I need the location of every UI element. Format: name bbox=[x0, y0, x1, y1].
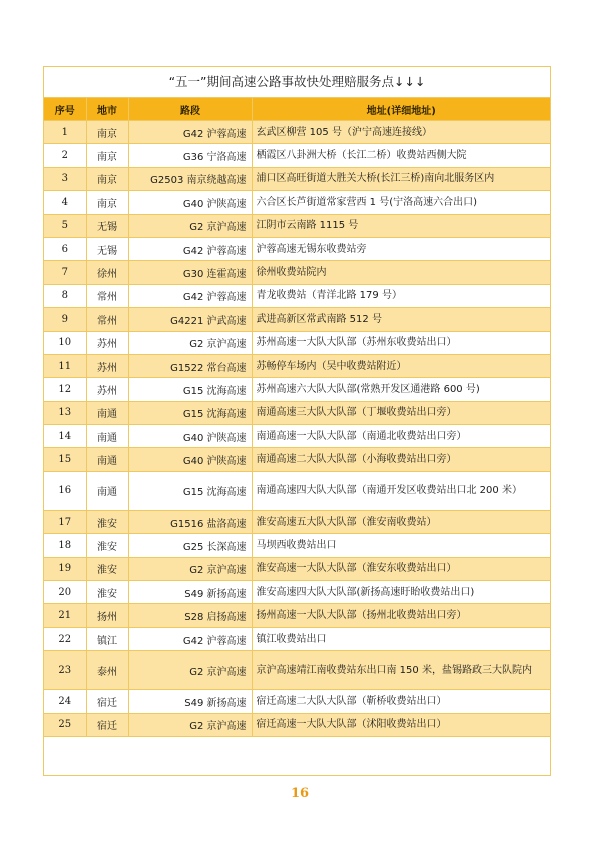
row-address: 马坝西收费站出口 bbox=[252, 534, 550, 557]
row-road: S49 新扬高速 bbox=[128, 581, 252, 604]
row-city: 南京 bbox=[86, 144, 128, 167]
row-address: 栖霞区八卦洲大桥（长江二桥）收费站西侧大院 bbox=[252, 144, 550, 167]
row-city: 无锡 bbox=[86, 214, 128, 237]
row-city: 苏州 bbox=[86, 354, 128, 377]
header-city: 地市 bbox=[86, 98, 128, 121]
row-index: 10 bbox=[44, 331, 86, 354]
table-row bbox=[44, 261, 550, 284]
table-row bbox=[44, 144, 550, 167]
row-city: 南京 bbox=[86, 167, 128, 190]
row-address: 沪蓉高速无锡东收费站旁 bbox=[252, 237, 550, 260]
row-address: 宿迁高速二大队大队部（靳桥收费站出口） bbox=[252, 690, 550, 713]
row-road: G1516 盐洛高速 bbox=[128, 510, 252, 533]
row-address: 京沪高速靖江南收费站东出口南 150 米，盐锡路政三大队院内 bbox=[252, 651, 550, 690]
row-address: 淮安高速五大队大队部（淮安南收费站） bbox=[252, 510, 550, 533]
row-address: 扬州高速一大队大队部（扬州北收费站出口旁） bbox=[252, 604, 550, 627]
row-road: G40 沪陕高速 bbox=[128, 191, 252, 214]
row-address: 南通高速四大队大队部（南通开发区收费站出口北 200 米） bbox=[252, 471, 550, 510]
row-address: 宿迁高速一大队大队部（沭阳收费站出口） bbox=[252, 713, 550, 736]
row-address: 南通高速一大队大队部（南通北收费站出口旁） bbox=[252, 425, 550, 448]
table-row bbox=[44, 331, 550, 354]
row-address: 青龙收费站（青洋北路 179 号） bbox=[252, 284, 550, 307]
row-road: G42 沪蓉高速 bbox=[128, 237, 252, 260]
row-index: 15 bbox=[44, 448, 86, 471]
table-row bbox=[44, 401, 550, 424]
row-address: 玄武区柳营 105 号（沪宁高速连接线） bbox=[252, 121, 550, 144]
row-road: G15 沈海高速 bbox=[128, 378, 252, 401]
table-row bbox=[44, 284, 550, 307]
row-city: 南京 bbox=[86, 191, 128, 214]
row-city: 南通 bbox=[86, 471, 128, 510]
row-index: 8 bbox=[44, 284, 86, 307]
table-row bbox=[44, 448, 550, 471]
row-road: G42 沪蓉高速 bbox=[128, 284, 252, 307]
row-city: 徐州 bbox=[86, 261, 128, 284]
row-road: G1522 常台高速 bbox=[128, 354, 252, 377]
row-city: 常州 bbox=[86, 284, 128, 307]
row-road: G2503 南京绕越高速 bbox=[128, 167, 252, 190]
row-city: 宿迁 bbox=[86, 690, 128, 713]
table-row bbox=[44, 604, 550, 627]
table-row bbox=[44, 627, 550, 650]
row-address: 苏州高速一大队大队部（苏州东收费站出口） bbox=[252, 331, 550, 354]
row-road: G40 沪陕高速 bbox=[128, 448, 252, 471]
row-road: S28 启扬高速 bbox=[128, 604, 252, 627]
table-row bbox=[44, 425, 550, 448]
table-body bbox=[44, 121, 550, 737]
row-road: G4221 沪武高速 bbox=[128, 308, 252, 331]
row-index: 16 bbox=[44, 471, 86, 510]
table-row bbox=[44, 214, 550, 237]
row-city: 宿迁 bbox=[86, 713, 128, 736]
row-road: G30 连霍高速 bbox=[128, 261, 252, 284]
row-city: 南京 bbox=[86, 121, 128, 144]
row-index: 18 bbox=[44, 534, 86, 557]
row-road: G2 京沪高速 bbox=[128, 331, 252, 354]
row-address: 六合区长芦街道常家营西 1 号(宁洛高速六合出口) bbox=[252, 191, 550, 214]
row-road: G15 沈海高速 bbox=[128, 401, 252, 424]
row-city: 镇江 bbox=[86, 627, 128, 650]
table-row bbox=[44, 557, 550, 580]
table-row bbox=[44, 308, 550, 331]
header-index: 序号 bbox=[44, 98, 86, 121]
row-address: 镇江收费站出口 bbox=[252, 627, 550, 650]
page-number: 16 bbox=[290, 786, 310, 801]
row-address: 苏州高速六大队大队部(常熟开发区通港路 600 号) bbox=[252, 378, 550, 401]
row-city: 扬州 bbox=[86, 604, 128, 627]
table-title: “五一”期间高速公路事故快处理赔服务点↓↓↓ bbox=[44, 67, 550, 98]
row-city: 泰州 bbox=[86, 651, 128, 690]
table-row bbox=[44, 237, 550, 260]
table-row bbox=[44, 581, 550, 604]
row-index: 19 bbox=[44, 557, 86, 580]
table-row bbox=[44, 167, 550, 190]
row-city: 南通 bbox=[86, 401, 128, 424]
table-row bbox=[44, 713, 550, 736]
row-index: 11 bbox=[44, 354, 86, 377]
table-row bbox=[44, 690, 550, 713]
row-index: 23 bbox=[44, 651, 86, 690]
row-index: 7 bbox=[44, 261, 86, 284]
row-index: 14 bbox=[44, 425, 86, 448]
row-index: 2 bbox=[44, 144, 86, 167]
row-address: 武进高新区常武南路 512 号 bbox=[252, 308, 550, 331]
row-road: G2 京沪高速 bbox=[128, 214, 252, 237]
row-index: 12 bbox=[44, 378, 86, 401]
row-city: 淮安 bbox=[86, 581, 128, 604]
table-row bbox=[44, 471, 550, 510]
row-road: G2 京沪高速 bbox=[128, 713, 252, 736]
row-city: 淮安 bbox=[86, 510, 128, 533]
row-address: 南通高速二大队大队部（小海收费站出口旁） bbox=[252, 448, 550, 471]
service-points-table-frame bbox=[43, 66, 551, 776]
row-address: 徐州收费站院内 bbox=[252, 261, 550, 284]
row-road: G2 京沪高速 bbox=[128, 557, 252, 580]
row-index: 4 bbox=[44, 191, 86, 214]
row-road: G42 沪蓉高速 bbox=[128, 121, 252, 144]
table-row bbox=[44, 354, 550, 377]
table-row bbox=[44, 534, 550, 557]
table-row bbox=[44, 651, 550, 690]
row-address: 淮安高速一大队大队部（淮安东收费站出口） bbox=[252, 557, 550, 580]
row-index: 25 bbox=[44, 713, 86, 736]
row-index: 6 bbox=[44, 237, 86, 260]
table-row bbox=[44, 378, 550, 401]
row-index: 5 bbox=[44, 214, 86, 237]
row-address: 南通高速三大队大队部（丁堰收费站出口旁） bbox=[252, 401, 550, 424]
header-road: 路段 bbox=[128, 98, 252, 121]
table-row bbox=[44, 510, 550, 533]
row-index: 3 bbox=[44, 167, 86, 190]
row-address: 江阴市云南路 1115 号 bbox=[252, 214, 550, 237]
row-city: 常州 bbox=[86, 308, 128, 331]
row-index: 17 bbox=[44, 510, 86, 533]
table-header-row bbox=[44, 98, 550, 121]
row-index: 22 bbox=[44, 627, 86, 650]
row-road: G2 京沪高速 bbox=[128, 651, 252, 690]
row-address: 淮安高速四大队大队部(新扬高速盱眙收费站出口) bbox=[252, 581, 550, 604]
row-road: G36 宁洛高速 bbox=[128, 144, 252, 167]
row-index: 9 bbox=[44, 308, 86, 331]
row-city: 苏州 bbox=[86, 331, 128, 354]
row-address: 浦口区高旺街道大胜关大桥(长江三桥)南向北服务区内 bbox=[252, 167, 550, 190]
row-city: 淮安 bbox=[86, 557, 128, 580]
row-road: G25 长深高速 bbox=[128, 534, 252, 557]
row-city: 南通 bbox=[86, 425, 128, 448]
row-city: 南通 bbox=[86, 448, 128, 471]
row-city: 淮安 bbox=[86, 534, 128, 557]
row-road: G42 沪蓉高速 bbox=[128, 627, 252, 650]
table-row bbox=[44, 121, 550, 144]
row-address: 苏畅停车场内（吴中收费站附近） bbox=[252, 354, 550, 377]
header-address: 地址(详细地址) bbox=[252, 98, 550, 121]
row-index: 24 bbox=[44, 690, 86, 713]
row-road: G15 沈海高速 bbox=[128, 471, 252, 510]
row-index: 13 bbox=[44, 401, 86, 424]
table-row bbox=[44, 191, 550, 214]
row-road: S49 新扬高速 bbox=[128, 690, 252, 713]
row-city: 无锡 bbox=[86, 237, 128, 260]
row-index: 1 bbox=[44, 121, 86, 144]
row-index: 20 bbox=[44, 581, 86, 604]
row-road: G40 沪陕高速 bbox=[128, 425, 252, 448]
service-points-table bbox=[44, 98, 550, 737]
row-index: 21 bbox=[44, 604, 86, 627]
row-city: 苏州 bbox=[86, 378, 128, 401]
